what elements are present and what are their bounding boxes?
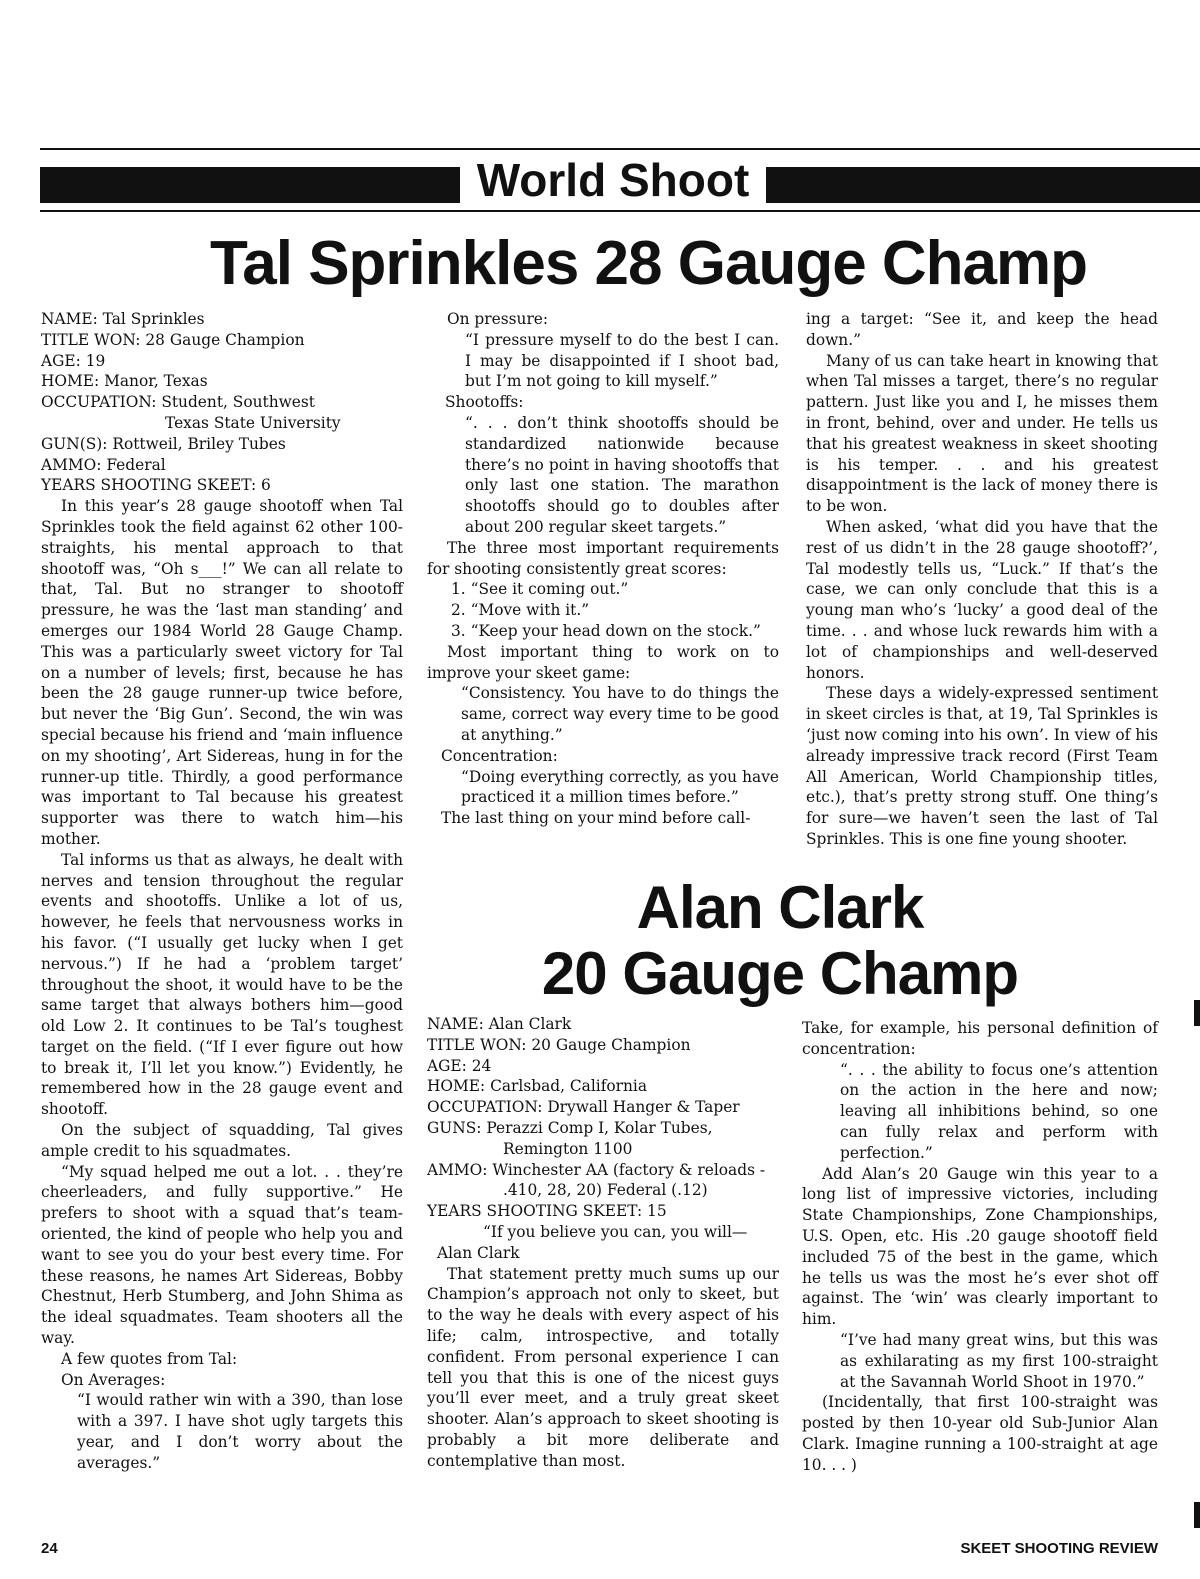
body-paragraph: Tal informs us that as always, he dealt with nerves and tension throughout the regular events and shootoffs. Unlike a lot of us, however, he feels that nervousness works in his favor. (“I usually get lucky when I get nervous.”) If he had a ‘problem target’ throughout the shoot, it would have to be the same target that always bothers him—good old Low 2. It continues to be Tal’s toughest target on the field. (“If I ever figure out how to break it, I’ll let you know.”) Evidently, he remembered how in the 28 gauge event and shootoff. <box>41 850 403 1119</box>
fact-age: AGE: 24 <box>427 1056 492 1075</box>
body-paragraph: Add Alan’s 20 Gauge win this year to a long list of impressive victories, including State Championships, Zone Championships, U.S. Open, etc. His .20 gauge shootoff field included 75 of the best in the game, which he tells us was the most he’s ever shot off against. The ‘win’ was clearly important to him. <box>802 1164 1158 1329</box>
page-number: 24 <box>41 1540 58 1557</box>
article2-headline-line2: 20 Gauge Champ <box>541 940 1019 1007</box>
quote-text: “Consistency. You have to do things the same, correct way every time to be good at anything.” <box>461 684 779 744</box>
banner-bottom-rule <box>40 210 1200 212</box>
body-paragraph: When asked, ‘what did you have that the rest of us didn’t in the 28 gauge shootoff?’, Tal modestly tells us, “Luck.” If that’s the case, we can only conclude that this is a young man who’s ‘lucky’ a good deal of the time. . . and whose luck rewards him with a lot of championships and well-deserved honors. <box>806 517 1158 682</box>
quote-text: “I’ve had many great wins, but this was as exhilarating as my first 100-straight at the Savannah World Shoot in 1970.” <box>840 1330 1158 1391</box>
fact-ammo: AMMO: Winchester AA (factory & reloads - .410, 28, 20) Federal (.12) <box>427 1160 766 1200</box>
publication-name: SKEET SHOOTING REVIEW <box>960 1540 1158 1557</box>
fact-occupation-cont: Texas State University <box>165 413 341 432</box>
quote-heading: Shootoffs: <box>445 393 524 412</box>
fact-home: HOME: Carlsbad, California <box>427 1077 648 1096</box>
list-item: 1. “See it coming out.” <box>451 580 629 599</box>
article2-column-1 <box>427 1014 779 1472</box>
body-paragraph: ing a target: “See it, and keep the head down.” <box>806 310 1158 349</box>
edge-mark <box>1194 1000 1200 1026</box>
body-paragraph: The three most important requirements for shooting consistently great scores: <box>427 538 779 578</box>
fact-years-shooting: YEARS SHOOTING SKEET: 6 <box>41 476 271 495</box>
top-rule <box>40 148 1200 150</box>
edge-mark <box>1194 1502 1200 1528</box>
quote-text: “I would rather win with a 390, than lose with a 397. I have shot ugly targets this year, and I don’t worry about the averages.” <box>77 1391 403 1472</box>
section-banner-bar-right <box>766 167 1200 203</box>
body-paragraph: Take, for example, his personal definition of concentration: <box>802 1019 1158 1058</box>
fact-guns: GUN(S): Rottweil, Briley Tubes <box>41 434 286 453</box>
quote-text: “. . . the ability to focus one’s attention on the action in the here and now; leaving all inhibitions behind, so one can fully relax and perform with perfection.” <box>840 1060 1158 1162</box>
quote-text: “. . . don’t think shootoffs should be standardized nationwide because there’s no point in having shootoffs that only last one station. The marathon shootoffs should go to doubles after about 200 regular skeet targets.” <box>465 413 779 536</box>
fact-name: NAME: Alan Clark <box>427 1015 572 1033</box>
fact-occupation: OCCUPATION: Student, Southwest <box>41 393 315 412</box>
fact-guns: GUNS: Perazzi Comp I, Kolar Tubes, Remington 1100 <box>427 1118 713 1158</box>
body-paragraph: These days a widely-expressed sentiment in skeet circles is that, at 19, Tal Sprinkles is ‘just now coming into his own’. In view of his already impressive track record (First Team All American, World Championship titles, etc.), that’s pretty strong stuff. One thing’s for sure—we haven’t seen the last of Tal Sprinkles. This is one fine young shooter. <box>806 684 1158 848</box>
quote-heading: On Averages: <box>61 1370 166 1389</box>
body-paragraph: That statement pretty much sums up our Champion’s approach not only to skeet, but to the way he deals with every aspect of his life; calm, introspective, and totally confident. From personal experience I can tell you that this is one of the nicest guys you’ll ever meet, and a truly great skeet shooter. Alan’s approach to skeet shooting is probably a bit more deliberate and contemplative than most. <box>427 1264 779 1470</box>
section-banner-bar-left <box>40 167 460 203</box>
body-paragraph: Most important thing to work on to improve your skeet game: <box>427 642 779 682</box>
fact-name: NAME: Tal Sprinkles <box>41 310 205 328</box>
fact-home: HOME: Manor, Texas <box>41 372 208 391</box>
section-title: World Shoot <box>476 154 750 206</box>
body-paragraph: On the subject of squadding, Tal gives ample credit to his squadmates. <box>41 1121 403 1160</box>
quote-heading: Concentration: <box>441 746 558 765</box>
article1-headline: Tal Sprinkles 28 Gauge Champ <box>210 229 1088 298</box>
article2-headline-line1: Alan Clark <box>636 874 924 941</box>
fact-occupation: OCCUPATION: Drywall Hanger & Taper <box>427 1098 740 1117</box>
list-item: 2. “Move with it.” <box>451 601 590 620</box>
fact-age: AGE: 19 <box>41 351 106 370</box>
body-paragraph: “My squad helped me out a lot. . . they’re cheerleaders, and fully supportive.” He prefers to shoot with a squad that’s team-oriented, the kind of people who help you and want to see you do your best every time. For these reasons, he names Art Sidereas, Bobby Chestnut, Herb Stumberg, and John Shima as the ideal squadmates. Team shooters all the way. <box>41 1162 403 1348</box>
body-paragraph: (Incidentally, that first 100-straight was posted by then 10-year old Sub-Junior Alan Clark. Imagine running a 100-straight at age 10. . . ) <box>802 1393 1158 1474</box>
fact-years-shooting: YEARS SHOOTING SKEET: 15 <box>427 1202 667 1221</box>
article1-column-3 <box>806 309 1158 850</box>
fact-title-won: TITLE WON: 28 Gauge Champion <box>41 330 305 349</box>
quotes-intro: A few quotes from Tal: <box>61 1349 238 1368</box>
fact-ammo: AMMO: Federal <box>41 455 166 474</box>
quote-text: “Doing everything correctly, as you have practiced it a million times before.” <box>461 767 779 807</box>
article1-column-2 <box>427 309 779 829</box>
body-paragraph: Many of us can take heart in knowing that when Tal misses a target, there’s no regular pattern. Just like you and I, he misses them in front, behind, over and under. He tells us that his greatest weakness in skeet shooting is his temper. . . and his greatest disappointment is the lack of money there is to be won. <box>806 351 1158 516</box>
quote-text: “I pressure myself to do the best I can. I may be disappointed if I shoot bad, but I’m not going to kill myself.” <box>465 330 779 391</box>
quote-heading: On pressure: <box>447 310 549 328</box>
body-paragraph: In this year’s 28 gauge shootoff when Tal Sprinkles took the field against 62 other 100-straights, his mental approach to that shootoff was, “Oh s___!” We can all relate to that, Tal. But no stranger to shootoff pressure, he was the ‘last man standing’ and emerges our 1984 World 28 Gauge Champ. This was a particularly sweet victory for Tal on a number of levels; first, because he has been the 28 gauge runner-up twice before, but never the ‘Big Gun’. Second, the win was special because his friend and ‘main influence on my shooting’, Art Sidereas, hung in for the runner-up title. Thirdly, a good performance was important to Tal because his greatest supporter was there to watch him—his mother. <box>41 497 403 848</box>
body-paragraph: The last thing on your mind before call- <box>441 809 751 828</box>
list-item: 3. “Keep your head down on the stock.” <box>451 621 761 640</box>
quote-text: “If you believe you can, you will—Alan Clark <box>437 1222 748 1262</box>
article1-column-1 <box>41 309 403 1474</box>
article2-column-2 <box>802 1018 1158 1476</box>
fact-title-won: TITLE WON: 20 Gauge Champion <box>427 1035 691 1054</box>
